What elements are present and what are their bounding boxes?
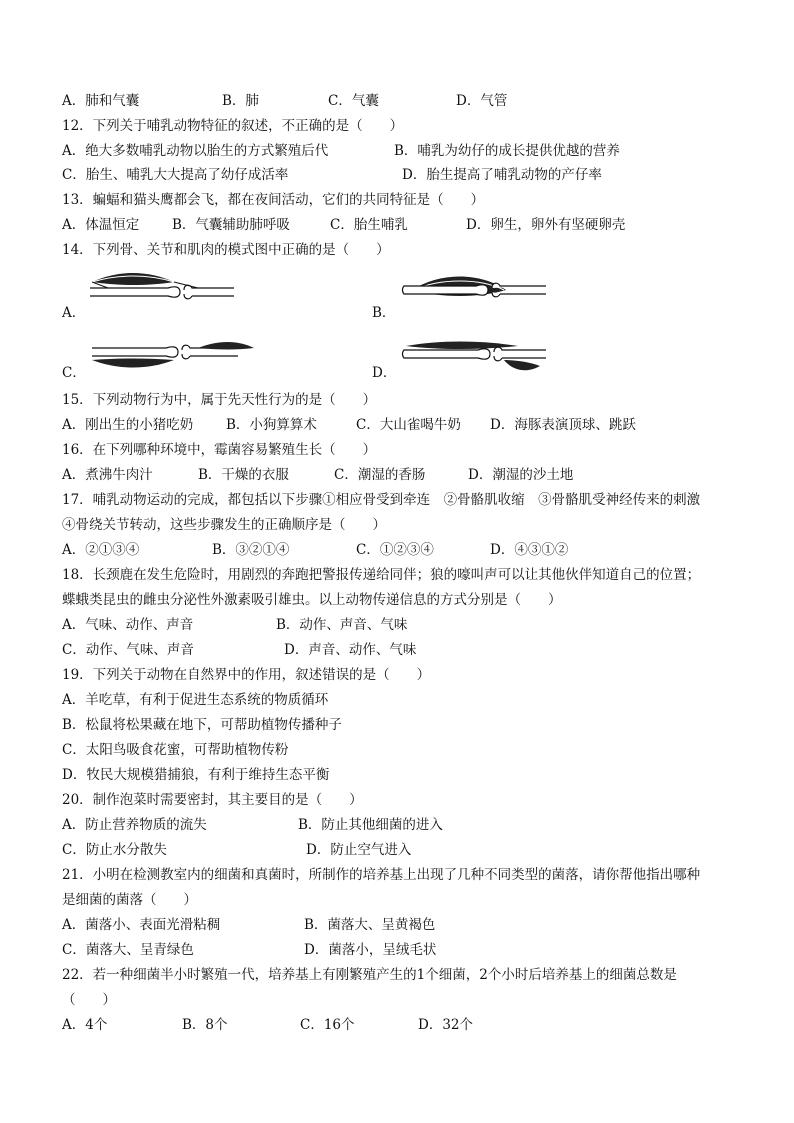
q17-stem-line2: ④骨绕关节转动，这些步骤发生的正确顺序是（ ）: [62, 517, 386, 533]
q22-stem-line2: （ ）: [62, 992, 116, 1008]
q14-label-c[interactable]: C．: [62, 365, 86, 381]
q14-label-b[interactable]: B．: [372, 305, 396, 321]
q20-stem: 20．制作泡菜时需要密封，其主要目的是（ ）: [62, 792, 363, 808]
q11-option-c[interactable]: C．气囊: [328, 93, 379, 109]
q19-option-c[interactable]: C．太阳鸟吸食花蜜，可帮助植物传粉: [62, 742, 289, 758]
q21-stem-line2: 是细菌的菌落（ ）: [62, 892, 197, 908]
q21-option-c[interactable]: C．菌落大、呈青绿色: [62, 942, 194, 958]
q18-stem-line2: 蝶蛾类昆虫的雌虫分泌性外激素吸引雄虫。以上动物传递信息的方式分别是（ ）: [62, 592, 562, 608]
q19-option-a[interactable]: A．羊吃草，有利于促进生态系统的物质循环: [62, 692, 329, 708]
q14-figure-c: [88, 336, 258, 380]
q15-option-d[interactable]: D．海豚表演顶球、跳跃: [490, 417, 636, 433]
q19-stem: 19．下列关于动物在自然界中的作用，叙述错误的是（ ）: [62, 667, 431, 683]
q15-option-b[interactable]: B．小狗算算术: [226, 417, 317, 433]
q13-stem: 13．蝙蝠和猫头鹰都会飞，都在夜间活动，它们的共同特征是（ ）: [62, 192, 485, 208]
q19-option-b[interactable]: B．松鼠将松果藏在地下，可帮助植物传播种子: [62, 717, 342, 733]
q13-option-d[interactable]: D．卵生，卵外有坚硬卵壳: [466, 217, 626, 233]
q17-option-c[interactable]: C．①②③④: [356, 542, 434, 558]
q19-option-d[interactable]: D．牧民大规模猎捕狼，有利于维持生态平衡: [62, 767, 330, 783]
q11-option-b[interactable]: B．肺: [222, 93, 259, 109]
q11-option-d[interactable]: D．气管: [456, 93, 508, 109]
q12-option-b[interactable]: B．哺乳为幼仔的成长提供优越的营养: [394, 143, 620, 159]
q15-option-a[interactable]: A．刚出生的小猪吃奶: [62, 417, 194, 433]
q16-option-c[interactable]: C．潮湿的香肠: [334, 467, 426, 483]
q13-option-b[interactable]: B．气囊辅助肺呼吸: [172, 217, 290, 233]
q22-stem-line1: 22．若一种细菌半小时繁殖一代，培养基上有刚繁殖产生的1个细菌，2个小时后培养基上的细菌总数是: [62, 967, 677, 983]
q22-option-a[interactable]: A．4个: [62, 1017, 108, 1033]
q22-option-c[interactable]: C．16个: [300, 1017, 355, 1033]
q22-option-b[interactable]: B．8个: [182, 1017, 228, 1033]
q20-option-d[interactable]: D．防止空气进入: [306, 842, 412, 858]
q18-option-b[interactable]: B．动作、声音、气味: [276, 617, 408, 633]
q14-figure-d: [400, 336, 550, 380]
q14-figure-a: [88, 268, 238, 312]
q17-stem-line1: 17．哺乳动物运动的完成，都包括以下步骤①相应骨受到牵连 ②骨骼肌收缩 ③骨骼肌受神经传来的刺激: [62, 492, 701, 508]
q15-stem: 15．下列动物行为中，属于先天性行为的是（ ）: [62, 392, 377, 408]
q17-option-d[interactable]: D．④③①②: [490, 542, 569, 558]
q14-figure-b: [400, 268, 550, 312]
q12-option-d[interactable]: D．胎生提高了哺乳动物的产仔率: [402, 167, 602, 183]
q14-stem: 14．下列骨、关节和肌肉的模式图中正确的是（ ）: [62, 242, 390, 258]
q16-stem: 16．在下列哪种环境中，霉菌容易繁殖生长（ ）: [62, 442, 377, 458]
q12-option-a[interactable]: A．绝大多数哺乳动物以胎生的方式繁殖后代: [62, 143, 329, 159]
q13-option-c[interactable]: C．胎生哺乳: [330, 217, 408, 233]
q21-option-b[interactable]: B．菌落大、呈黄褐色: [304, 917, 436, 933]
q16-option-d[interactable]: D．潮湿的沙土地: [468, 467, 574, 483]
q18-stem-line1: 18．长颈鹿在发生危险时，用剧烈的奔跑把警报传递给同伴；狼的嚎叫声可以让其他伙伴知道自己的位置；: [62, 567, 701, 583]
q11-option-a[interactable]: A．肺和气囊: [62, 93, 140, 109]
q20-option-b[interactable]: B．防止其他细菌的进入: [298, 817, 443, 833]
q20-option-c[interactable]: C．防止水分散失: [62, 842, 167, 858]
q22-option-d[interactable]: D．32个: [418, 1017, 474, 1033]
q18-option-c[interactable]: C．动作、气味、声音: [62, 642, 194, 658]
q21-option-d[interactable]: D．菌落小，呈绒毛状: [304, 942, 437, 958]
q15-option-c[interactable]: C．大山雀喝牛奶: [356, 417, 461, 433]
q18-option-d[interactable]: D．声音、动作、气味: [284, 642, 417, 658]
q21-option-a[interactable]: A．菌落小、表面光滑粘稠: [62, 917, 221, 933]
q16-option-a[interactable]: A．煮沸牛肉汁: [62, 467, 153, 483]
q18-option-a[interactable]: A．气味、动作、声音: [62, 617, 194, 633]
q12-stem: 12．下列关于哺乳动物特征的叙述，不正确的是（ ）: [62, 118, 404, 134]
q17-option-a[interactable]: A．②①③④: [62, 542, 140, 558]
q21-stem-line1: 21．小明在检测教室内的细菌和真菌时，所制作的培养基上出现了几种不同类型的菌落，请你帮他指出哪种: [62, 867, 701, 883]
q20-option-a[interactable]: A．防止营养物质的流失: [62, 817, 207, 833]
q12-option-c[interactable]: C．胎生、哺乳大大提高了幼仔成活率: [62, 167, 289, 183]
q14-label-d[interactable]: D．: [372, 365, 397, 381]
q14-label-a[interactable]: A．: [62, 305, 86, 321]
q17-option-b[interactable]: B．③②①④: [212, 542, 290, 558]
q13-option-a[interactable]: A．体温恒定: [62, 217, 140, 233]
q16-option-b[interactable]: B．干燥的衣服: [198, 467, 289, 483]
